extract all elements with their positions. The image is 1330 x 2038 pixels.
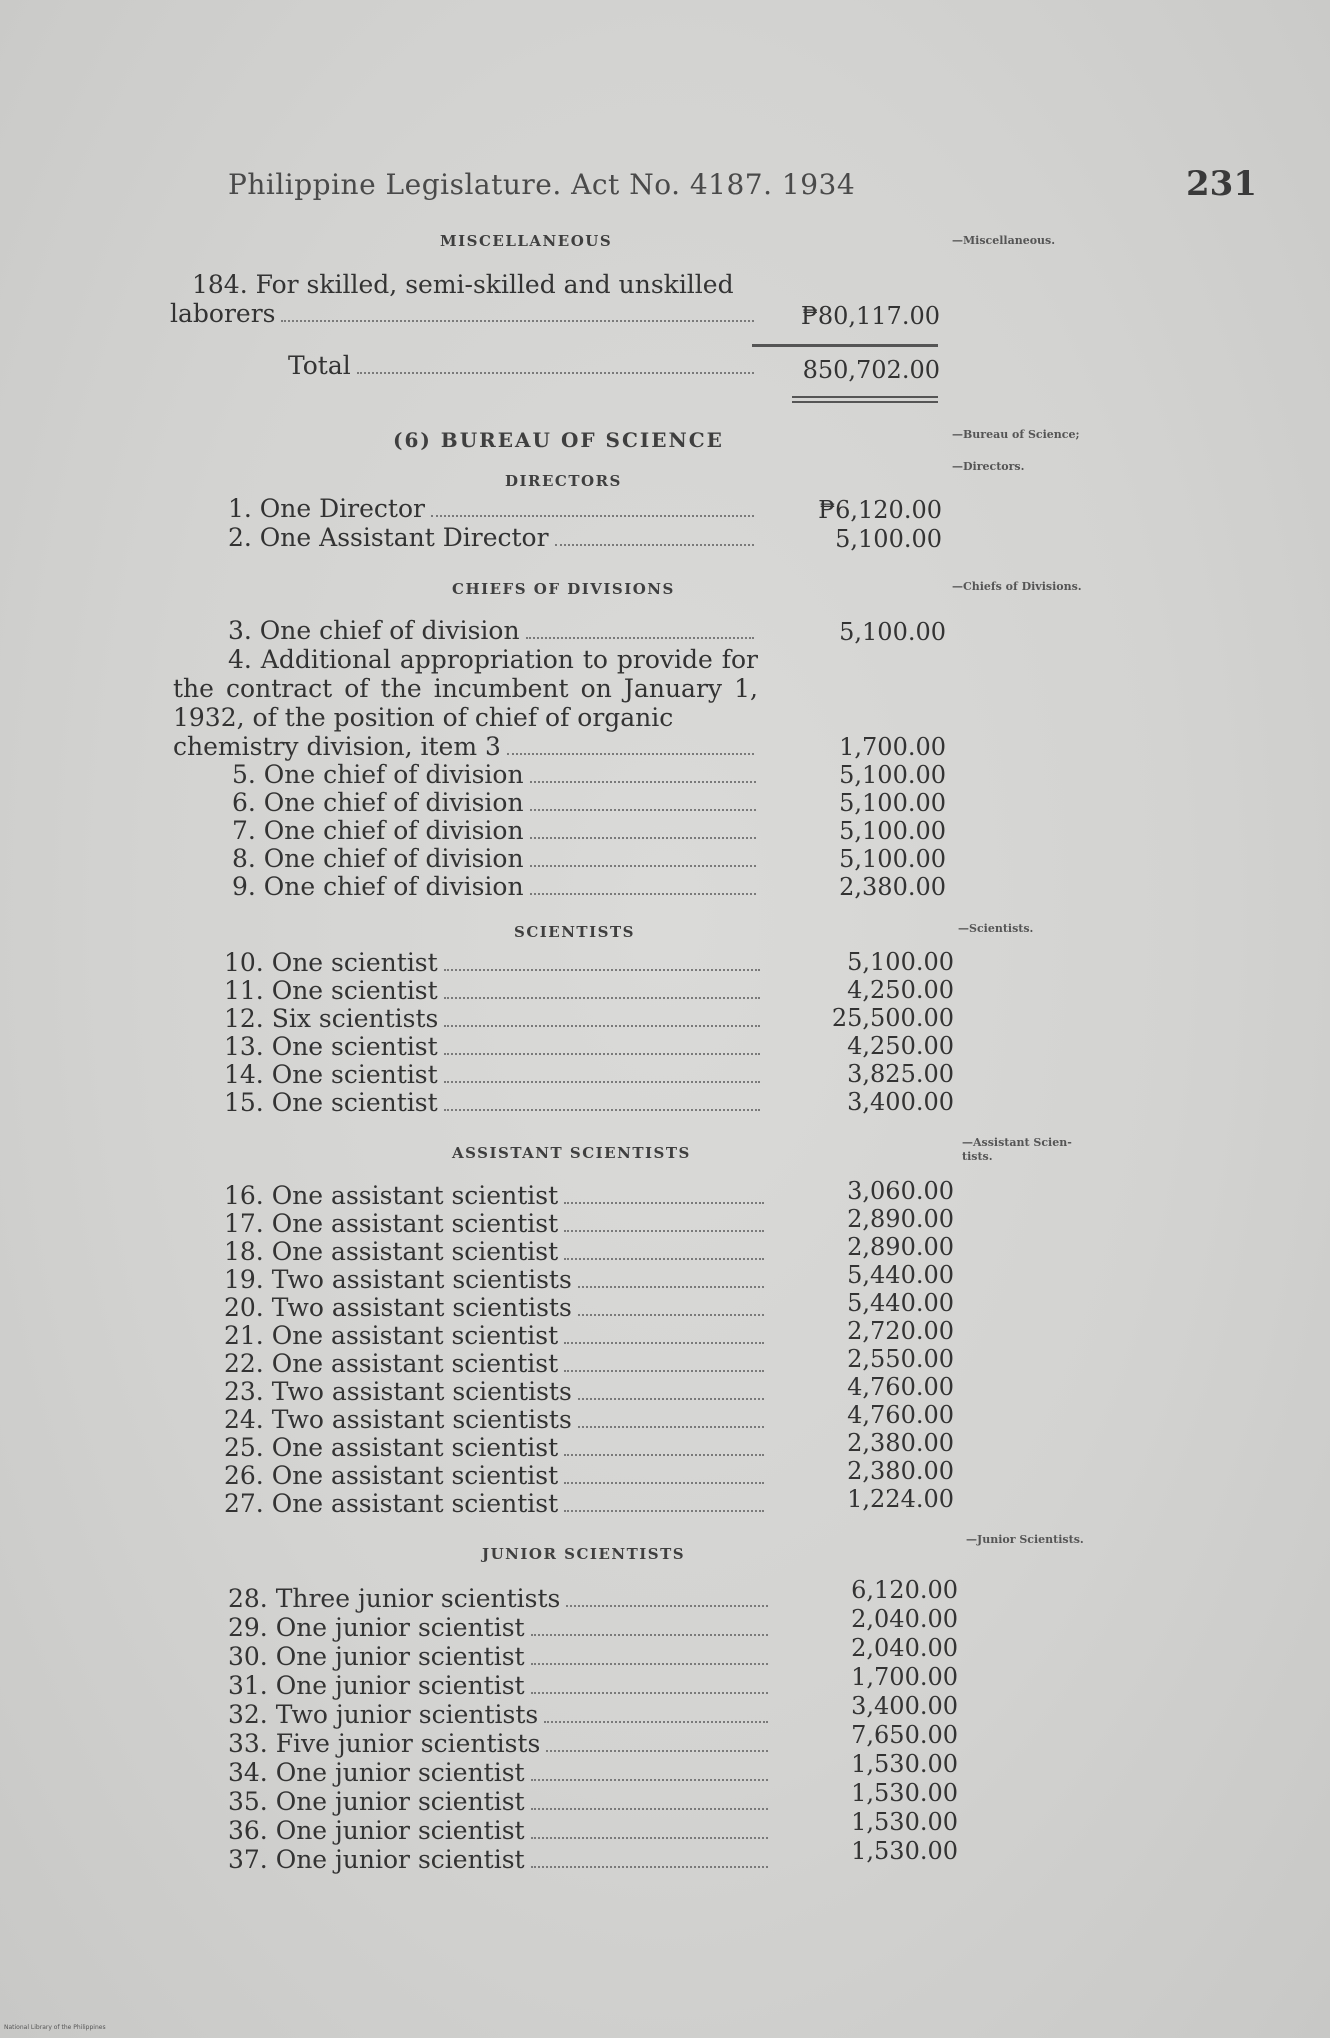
leader-dots [531, 1634, 768, 1636]
leader-dots [444, 1053, 760, 1055]
subheading-scientists: SCIENTISTS [514, 923, 635, 941]
item-amount: 6,120.00 [851, 1576, 958, 1604]
margin-note-assistant-line1: —Assistant Scien- [962, 1136, 1072, 1149]
list-item: 34. One junior scientist [228, 1758, 772, 1787]
list-item: 5. One chief of division [232, 760, 760, 789]
leader-dots [531, 1837, 768, 1839]
leader-dots [564, 1482, 764, 1484]
item-amount: 5,440.00 [847, 1261, 954, 1289]
leader-dots [507, 753, 754, 755]
item-amount: 4,760.00 [847, 1373, 954, 1401]
margin-note-scientists: —Scientists. [958, 922, 1034, 935]
list-item: 6. One chief of division [232, 788, 760, 817]
leader-dots [564, 1370, 764, 1372]
item-amount: 4,760.00 [847, 1401, 954, 1429]
item-amount: 4,250.00 [847, 1032, 954, 1060]
subheading-junior-scientists: JUNIOR SCIENTISTS [482, 1545, 686, 1563]
item-amount: 5,440.00 [847, 1289, 954, 1317]
leader-dots [564, 1342, 764, 1344]
subheading-assistant-scientists: ASSISTANT SCIENTISTS [452, 1144, 691, 1162]
item-amount: 2,040.00 [851, 1605, 958, 1633]
item-amount: 2,380.00 [839, 873, 946, 901]
item-amount: 1,530.00 [851, 1779, 958, 1807]
item-amount: 2,890.00 [847, 1205, 954, 1233]
leader-dots [444, 969, 760, 971]
leader-dots [544, 1721, 768, 1723]
list-item: 14. One scientist [224, 1060, 764, 1089]
item-184-line1 [192, 270, 758, 299]
subheading-directors: DIRECTORS [505, 472, 622, 490]
leader-dots [530, 809, 756, 811]
list-item: 37. One junior scientist [228, 1845, 772, 1874]
item-amount: 3,825.00 [847, 1060, 954, 1088]
list-item: 31. One junior scientist [228, 1671, 772, 1700]
list-item: 11. One scientist [224, 976, 764, 1005]
list-item: 19. Two assistant scientists [224, 1265, 768, 1294]
item-amount: ₱6,120.00 [818, 496, 942, 524]
list-item: 16. One assistant scientist [224, 1181, 768, 1210]
list-item: 8. One chief of division [232, 844, 760, 873]
leader-dots [531, 1663, 768, 1665]
item-amount: 4,250.00 [847, 976, 954, 1004]
item-amount: 3,400.00 [851, 1692, 958, 1720]
subheading-chiefs-of-divisions: CHIEFS OF DIVISIONS [452, 580, 675, 598]
leader-dots [357, 372, 754, 374]
list-item: 13. One scientist [224, 1032, 764, 1061]
item-amount: 2,720.00 [847, 1317, 954, 1345]
item-amount: 5,100.00 [839, 618, 946, 646]
section-heading-miscellaneous: MISCELLANEOUS [440, 232, 613, 250]
item-amount: 2,380.00 [847, 1429, 954, 1457]
margin-note-chiefs: —Chiefs of Divisions. [952, 580, 1082, 593]
leader-dots [444, 1081, 760, 1083]
total-row [288, 351, 758, 380]
list-item: 35. One junior scientist [228, 1787, 772, 1816]
list-item: 36. One junior scientist [228, 1816, 772, 1845]
leader-dots [531, 1866, 768, 1868]
item-label: 184. For skilled, semi-skilled and unskilled [192, 270, 734, 299]
leader-dots [444, 1109, 760, 1111]
total-double-rule-bottom [792, 401, 938, 403]
item-amount: 25,500.00 [831, 1004, 954, 1032]
item-amount: 5,100.00 [847, 948, 954, 976]
list-item: 22. One assistant scientist [224, 1349, 768, 1378]
item-amount: 1,530.00 [851, 1837, 958, 1865]
item-amount: 2,550.00 [847, 1345, 954, 1373]
item-amount: 2,040.00 [851, 1634, 958, 1662]
leader-dots [531, 1779, 768, 1781]
margin-note-junior: —Junior Scientists. [966, 1533, 1084, 1546]
list-item: 28. Three junior scientists [228, 1584, 772, 1613]
leader-dots [531, 1692, 768, 1694]
list-item: 21. One assistant scientist [224, 1321, 768, 1350]
leader-dots [526, 637, 754, 639]
leader-dots [555, 544, 754, 546]
page-number: 231 [1186, 164, 1257, 204]
item-amount: 5,100.00 [839, 789, 946, 817]
list-item: 7. One chief of division [232, 816, 760, 845]
leader-dots [431, 515, 754, 517]
item-amount: 5,100.00 [839, 761, 946, 789]
margin-note-assistant-line2: tists. [962, 1150, 993, 1163]
leader-dots [564, 1258, 764, 1260]
leader-dots [546, 1750, 768, 1752]
item-amount: 3,400.00 [847, 1088, 954, 1116]
scan-footer: National Library of the Philippines [4, 2024, 106, 2031]
list-item: 15. One scientist [224, 1088, 764, 1117]
total-amount: 850,702.00 [802, 356, 940, 384]
list-item: 3. One chief of division [228, 616, 758, 645]
subtotal-rule [752, 344, 938, 347]
item-184-line2 [170, 299, 758, 328]
item-amount: 5,100.00 [839, 817, 946, 845]
leader-dots [564, 1454, 764, 1456]
leader-dots [281, 320, 754, 322]
list-item: 10. One scientist [224, 948, 764, 977]
item-amount: 5,100.00 [835, 525, 942, 553]
item-amount: 2,890.00 [847, 1233, 954, 1261]
total-label: Total [288, 351, 351, 380]
list-item: 9. One chief of division [232, 872, 760, 901]
item-4-paragraph: 4. Additional appropriation to provide for the contract of the incumbent on January 1, 1932, of the position of chief of organic [173, 645, 758, 732]
item-amount: 1,530.00 [851, 1750, 958, 1778]
leader-dots [530, 837, 756, 839]
list-item: 18. One assistant scientist [224, 1237, 768, 1266]
leader-dots [566, 1605, 768, 1607]
item-amount: 1,530.00 [851, 1808, 958, 1836]
list-item: 12. Six scientists [224, 1004, 764, 1033]
list-item: 29. One junior scientist [228, 1613, 772, 1642]
section-heading-bureau-of-science: (6) BUREAU OF SCIENCE [393, 428, 724, 452]
running-header: Philippine Legislature. Act No. 4187. 1934 [228, 168, 856, 201]
leader-dots [564, 1230, 764, 1232]
item-amount: 3,060.00 [847, 1177, 954, 1205]
margin-note-directors: —Directors. [952, 460, 1025, 473]
total-double-rule-top [792, 396, 938, 398]
leader-dots [578, 1286, 764, 1288]
leader-dots [444, 997, 760, 999]
margin-note-miscellaneous: —Miscellaneous. [952, 234, 1056, 247]
list-item: 30. One junior scientist [228, 1642, 772, 1671]
list-item: 32. Two junior scientists [228, 1700, 772, 1729]
item-amount: 1,700.00 [851, 1663, 958, 1691]
margin-note-bureau: —Bureau of Science; [952, 428, 1080, 441]
leader-dots [578, 1314, 764, 1316]
leader-dots [564, 1202, 764, 1204]
item-amount: 7,650.00 [851, 1721, 958, 1749]
item-amount: 5,100.00 [839, 845, 946, 873]
leader-dots [530, 781, 756, 783]
item-amount: 1,224.00 [847, 1485, 954, 1513]
list-item: 17. One assistant scientist [224, 1209, 768, 1238]
leader-dots [530, 893, 756, 895]
item-amount: 2,380.00 [847, 1457, 954, 1485]
leader-dots [531, 1808, 768, 1810]
list-item: 1. One Director [228, 494, 758, 523]
item-4-amount: 1,700.00 [839, 733, 946, 761]
list-item: 20. Two assistant scientists [224, 1293, 768, 1322]
list-item: 25. One assistant scientist [224, 1433, 768, 1462]
item-label: laborers [170, 299, 276, 328]
item-184-amount: ₱80,117.00 [800, 302, 940, 330]
list-item: 24. Two assistant scientists [224, 1405, 768, 1434]
leader-dots [444, 1025, 760, 1027]
list-item: 27. One assistant scientist [224, 1489, 768, 1518]
list-item: 26. One assistant scientist [224, 1461, 768, 1490]
item-4-last-line: chemistry division, item 3 [173, 732, 758, 761]
leader-dots [578, 1426, 764, 1428]
leader-dots [564, 1510, 764, 1512]
leader-dots [578, 1398, 764, 1400]
list-item: 33. Five junior scientists [228, 1729, 772, 1758]
leader-dots [530, 865, 756, 867]
list-item: 2. One Assistant Director [228, 523, 758, 552]
list-item: 23. Two assistant scientists [224, 1377, 768, 1406]
